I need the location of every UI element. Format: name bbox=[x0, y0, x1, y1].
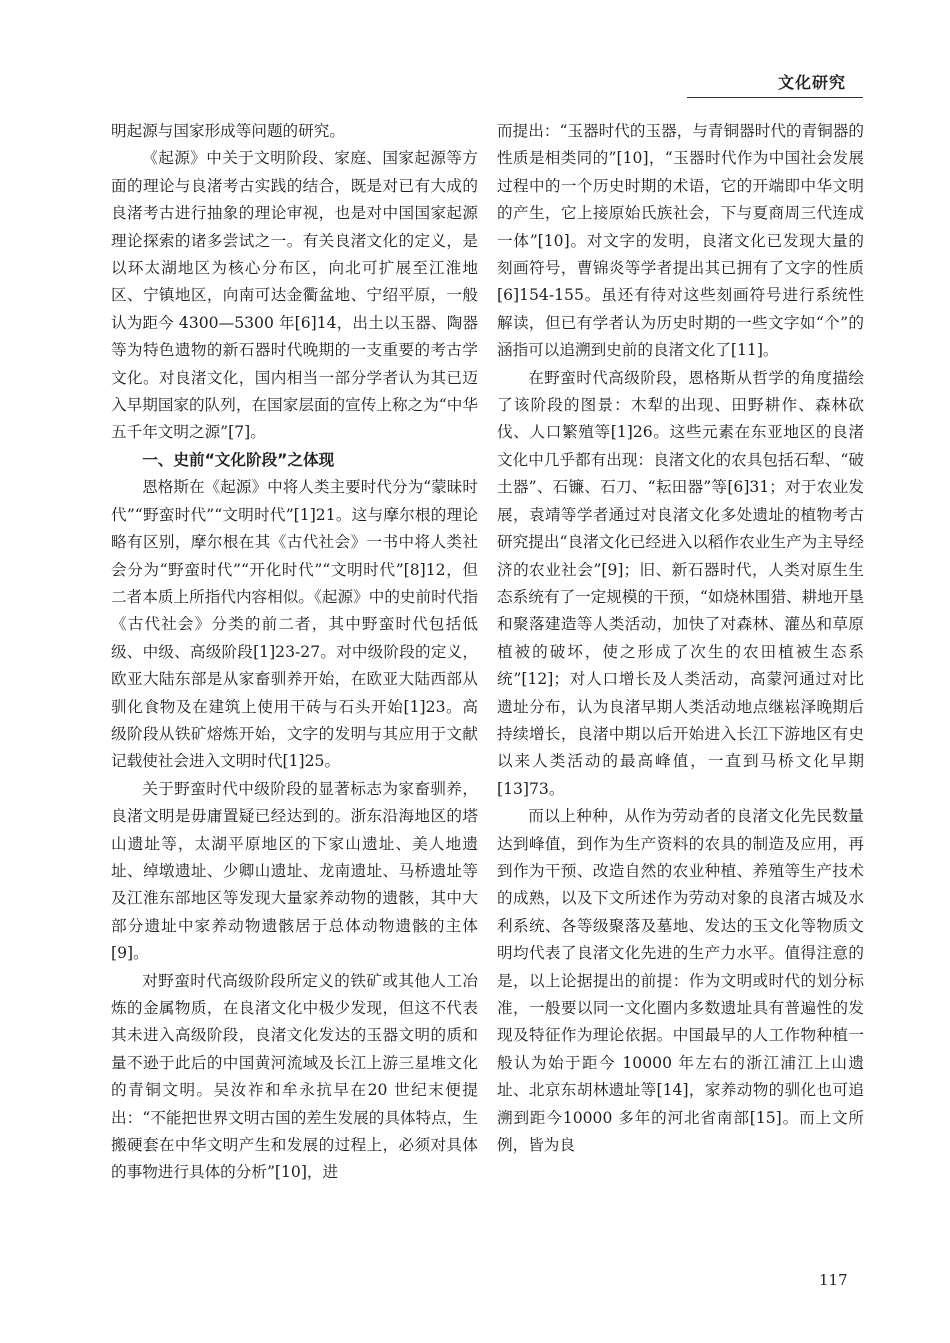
page-number: 117 bbox=[819, 1271, 848, 1289]
header-rule bbox=[687, 97, 863, 98]
paragraph: 恩格斯在《起源》中将人类主要时代分为“蒙昧时代”“野蛮时代”“文明时代”[1]21。这与摩尔根的理论略有区别，摩尔根在其《古代社会》一书中将人类社会分为“野蛮时代”“开化时代”“文明时代”[8]12，但二者本质上所指代内容相似。《起源》中的史前时代指《古代社会》分类的前二者，其中野蛮时代包括低级、中级、高级阶段[1]23-27。对中级阶段的定义，欧亚大陆东部是从家畜驯养开始，在欧亚大陆西部从驯化食物及在建筑上使用干砖与石头开始[1]23。高级阶段从铁矿熔炼开始，文字的发明与其应用于文献记载使社会进入文明时代[1]25。 bbox=[111, 478, 478, 771]
paragraph: 对野蛮时代高级阶段所定义的铁矿或其他人工冶炼的金属物质，在良渚文化中极少发现，但这不代表其未进入高级阶段，良渚文化发达的玉器文明的质和量不逊于此后的中国黄河流域及长江上游三星堆文化的青铜文明。吴汝祚和牟永抗早在20 世纪末便提出：“不能把世界文明古国的差生发展的具体特点，生搬硬套在中华文明产生和发展的过程上，必须对具体的事物进行具体的分析”[10]，进 bbox=[111, 971, 478, 1182]
paragraph: 而以上种种，从作为劳动者的良渚文化先民数量达到峰值，到作为生产资料的农具的制造及应用，再到作为干预、改造自然的农业种植、养殖等生产技术的成熟，以及下文所述作为劳动对象的良渚古城及水利系统、各等级聚落及墓地、发达的玉文化等物质文明均代表了良渚文化先进的生产力水平。值得注意的是，以上论据提出的前提：作为文明或时代的划分标准，一般要以同一文化圈内多数遗址具有普遍性的发现及特征作为理论依据。中国最早的人工作物种植一般认为始于距今 10000 年左右的浙江浦江上山遗址、北京东胡林遗址等[14]，家养动物的驯化也可追溯到距今10000 多年的河北省南部[15]。而上文所例，皆为良 bbox=[497, 807, 864, 1155]
section-title: 文化研究 bbox=[777, 73, 846, 92]
right-column bbox=[497, 118, 864, 1159]
paragraph: 在野蛮时代高级阶段，恩格斯从哲学的角度描绘了该阶段的图景：木犁的出现、田野耕作、森林砍伐、人口繁殖等[1]26。这些元素在东亚地区的良渚文化中几乎都有出现：良渚文化的农具包括石犁、“破土器”、石镰、石刀、“耘田器”等[6]31；对于农业发展，袁靖等学者通过对良渚文化多处遗址的植物考古研究提出“良渚文化已经进入以稻作农业生产为主导经济的农业社会”[9]；旧、新石器时代，人类对原生生态系统有了一定规模的干预，“如烧林围猎、耕地开垦和聚落建造等人类活动，加快了对森林、灌丛和草原植被的破坏，使之形成了次生的农田植被生态系统”[12]；对人口增长及人类活动，高蒙河通过对比遗址分布，认为良渚早期人类活动地点继崧泽晚期后持续增长，良渚中期以后开始进入长江下游地区有史以来人类活动的最高峰值，一直到马桥文化早期[13]73。 bbox=[497, 368, 864, 798]
paragraph: 而提出：“玉器时代的玉器，与青铜器时代的青铜器的性质是相类同的”[10]，“玉器时代作为中国社会发展过程中的一个历史时期的术语，它的开端即中华文明的产生，它上接原始氏族社会，下与夏商周三代连成一体”[10]。对文字的发明，良渚文化已发现大量的刻画符号，曹锦炎等学者提出其已拥有了文字的性质[6]154-155。虽还有待对这些刻画符号进行系统性解读，但已有学者认为历史时期的一些文字如“个”的涵指可以追溯到史前的良渚文化了[11]。 bbox=[497, 122, 864, 360]
left-column bbox=[111, 118, 478, 1187]
section-heading: 一、史前“文化阶段”之体现 bbox=[142, 450, 335, 469]
paragraph: 明起源与国家形成等问题的研究。 bbox=[111, 122, 345, 140]
paragraph: 关于野蛮时代中级阶段的显著标志为家畜驯养，良渚文明是毋庸置疑已经达到的。浙东沿海地区的塔山遗址等，太湖平原地区的下家山遗址、美人地遗址、绰墩遗址、少卿山遗址、龙南遗址、马桥遗址等及江淮东部地区等发现大量家养动物的遗骸，其中大部分遗址中家养动物遗骸居于总体动物遗骸的主体[9]。 bbox=[111, 779, 478, 963]
paragraph: 《起源》中关于文明阶段、家庭、国家起源等方面的理论与良渚考古实践的结合，既是对已有大成的良渚考古进行抽象的理论审视，也是对中国国家起源理论探索的诸多尝试之一。有关良渚文化的定义，是以环太湖地区为核心分布区，向北可扩展至江淮地区、宁镇地区，向南可达金衢盆地、宁绍平原，一般认为距今 4300—5300 年[6]14，出土以玉器、陶器等为特色遗物的新石器时代晚期的一支重要的考古学文化。对良渚文化，国内相当一部分学者认为其已迈入早期国家的队列，在国家层面的宣传上称之为“中华五千年文明之源”[7]。 bbox=[111, 149, 478, 442]
